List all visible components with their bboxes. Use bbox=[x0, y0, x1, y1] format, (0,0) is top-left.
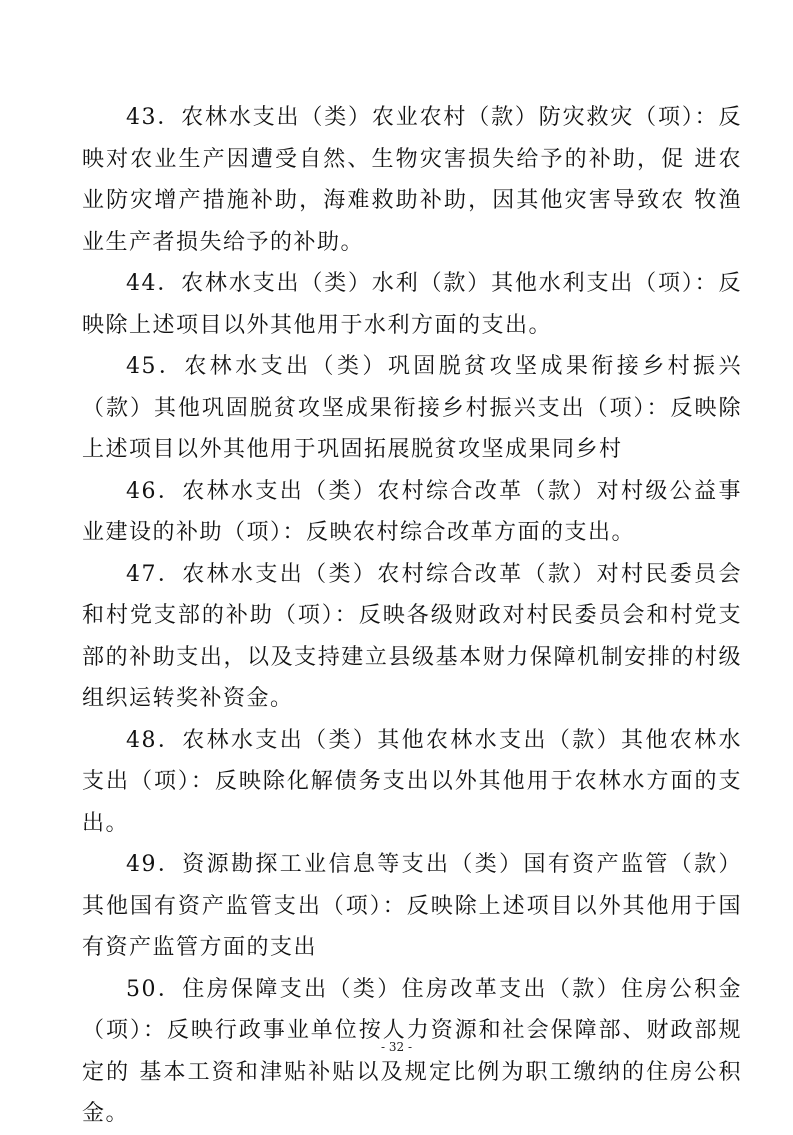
paragraph-43: 43．农林水支出（类）农业农村（款）防灾救灾（项）：反映对农业生产因遭受自然、生物灾害损失给予的补助，促 进农业防灾增产措施补助，海难救助补助，因其他灾害导致农 牧渔业生产者损失给予的补助。 bbox=[82, 105, 742, 255]
page-number: - 32 - bbox=[380, 1040, 412, 1054]
paragraph-49: 49．资源勘探工业信息等支出（类）国有资产监管（款）其他国有资产监管支出（项）：反映除上述项目以外其他用于国有资产监管方面的支出 bbox=[82, 852, 742, 960]
paragraph-45: 45．农林水支出（类）巩固脱贫攻坚成果衔接乡村振兴（款）其他巩固脱贫攻坚成果衔接乡村振兴支出（项）：反映除上述项目以外其他用于巩固拓展脱贫攻坚成果同乡村 bbox=[82, 354, 742, 462]
paragraph-44: 44．农林水支出（类）水利（款）其他水利支出（项）：反映除上述项目以外其他用于水利方面的支出。 bbox=[82, 271, 742, 338]
paragraph-48: 48．农林水支出（类）其他农林水支出（款）其他农林水支出（项）：反映除化解债务支出以外其他用于农林水方面的支出。 bbox=[82, 727, 742, 836]
paragraph-50: 50．住房保障支出（类）住房改革支出（款）住房公积金（项）：反映行政事业单位按人力资源和社会保障部、财政部规定的 基本工资和津贴补贴以及规定比例为职工缴纳的住房公积金。 bbox=[82, 976, 742, 1126]
paragraph-47: 47．农林水支出（类）农村综合改革（款）对村民委员会和村党支部的补助（项）：反映各级财政对村民委员会和村党支部的补助支出，以及支持建立县级基本财力保障机制安排的村级组织运转奖补资金。 bbox=[82, 561, 742, 711]
paragraph-46: 46．农林水支出（类）农村综合改革（款）对村级公益事业建设的补助（项）：反映农村综合改革方面的支出。 bbox=[82, 478, 742, 545]
document-body bbox=[82, 97, 742, 1135]
